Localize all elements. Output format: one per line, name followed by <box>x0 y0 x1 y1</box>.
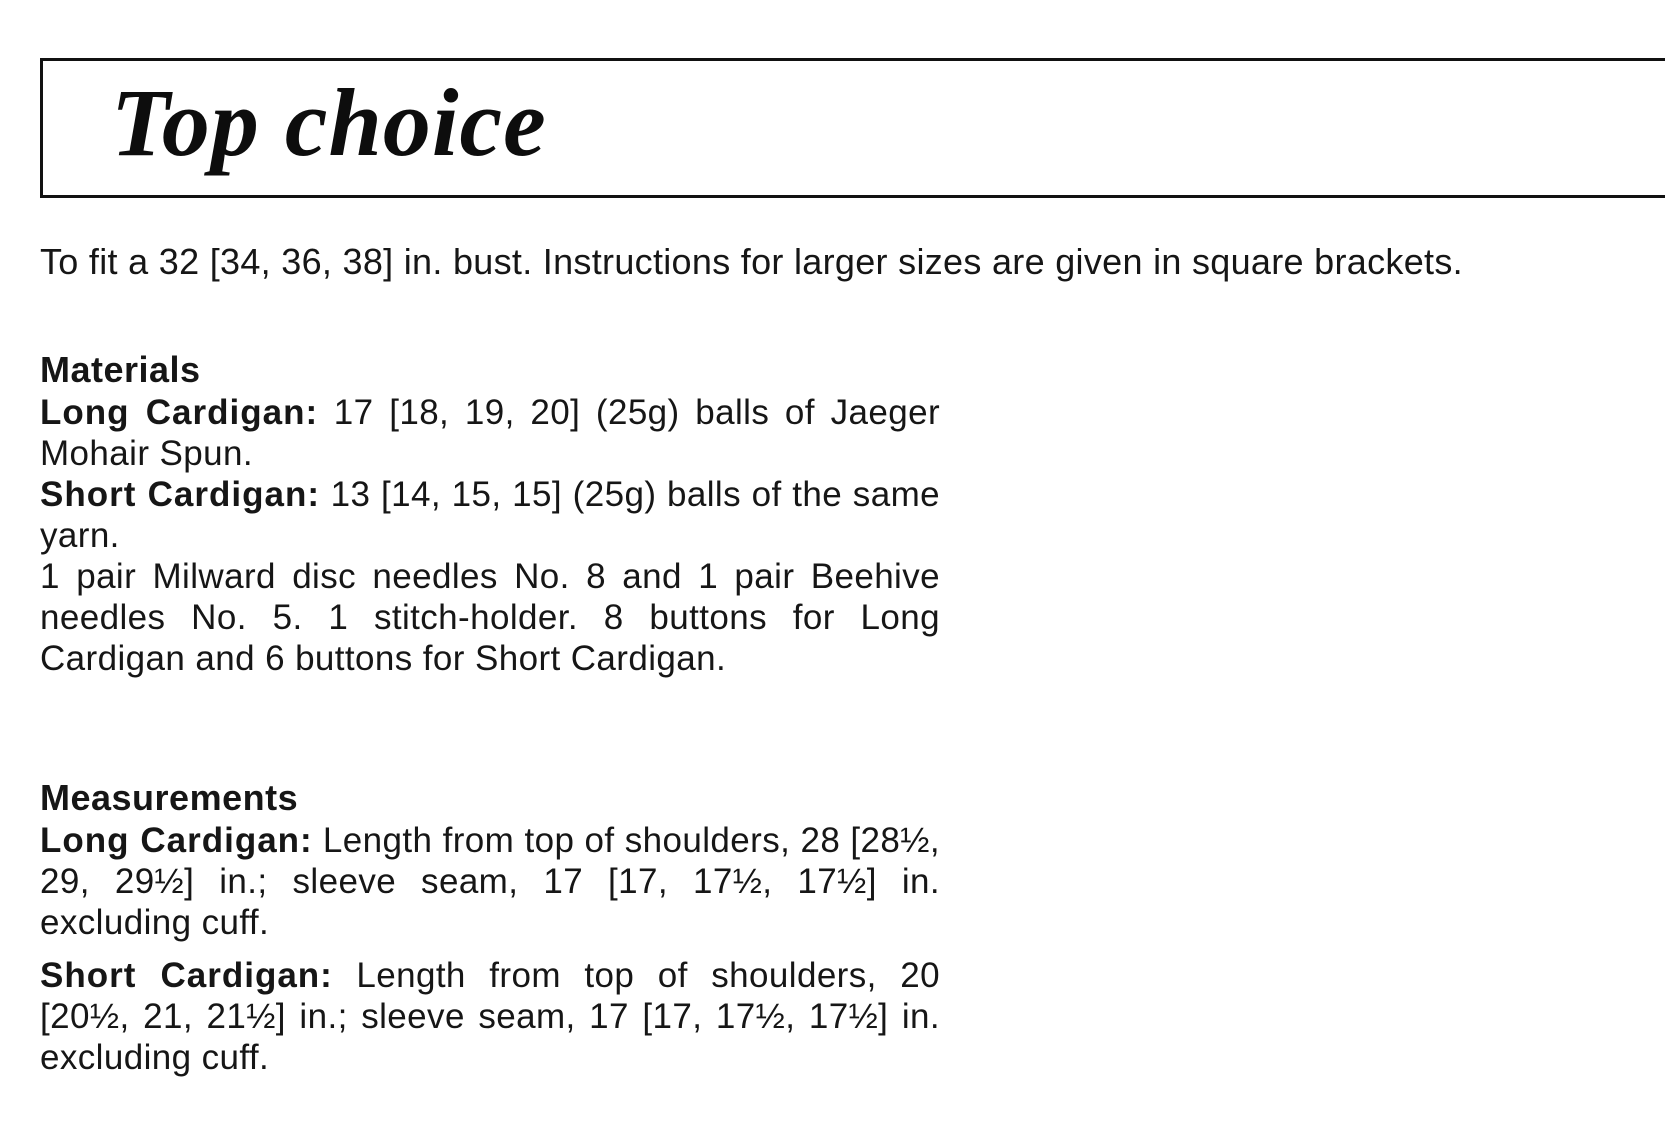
long-cardigan-yarn: 17 [18, 19, 20] (25g) balls of Jaeger Mohair Spun. <box>40 393 940 473</box>
materials-needles-buttons: 1 pair Milward disc needles No. 8 and 1 pair Beehive needles No. 5. 1 stitch-holder. 8 buttons for Long Cardigan and 6 buttons for Short Cardigan. <box>40 557 940 678</box>
long-cardigan-label: Long Cardigan: <box>40 393 319 432</box>
short-cardigan-label: Short Cardigan: <box>40 956 333 995</box>
long-cardigan-measurements: Length from top of shoulders, 28 [28½, 29, 29½] in.; sleeve seam, 17 [17, 17½, 17½] in. excluding cuff. <box>40 821 940 942</box>
materials-heading: Materials <box>40 349 201 390</box>
materials-short-cardigan <box>40 474 940 556</box>
short-cardigan-measurements: Length from top of shoulders, 20 [20½, 21, 21½] in.; sleeve seam, 17 [17, 17½, 17½] in. excluding cuff. <box>40 956 940 1077</box>
short-cardigan-yarn: 13 [14, 15, 15] (25g) balls of the same yarn. <box>40 475 940 555</box>
page-title: Top choice <box>111 69 547 176</box>
title-box <box>40 58 1665 198</box>
materials-section <box>40 348 940 679</box>
materials-long-cardigan <box>40 392 940 474</box>
measurements-long-cardigan <box>40 820 940 943</box>
short-cardigan-label: Short Cardigan: <box>40 475 320 514</box>
measurements-heading: Measurements <box>40 777 299 818</box>
size-intro: To fit a 32 [34, 36, 38] in. bust. Instructions for larger sizes are given in square brackets. <box>40 241 1463 282</box>
long-cardigan-label: Long Cardigan: <box>40 821 313 860</box>
measurements-section <box>40 776 940 1078</box>
measurements-short-cardigan <box>40 955 940 1078</box>
